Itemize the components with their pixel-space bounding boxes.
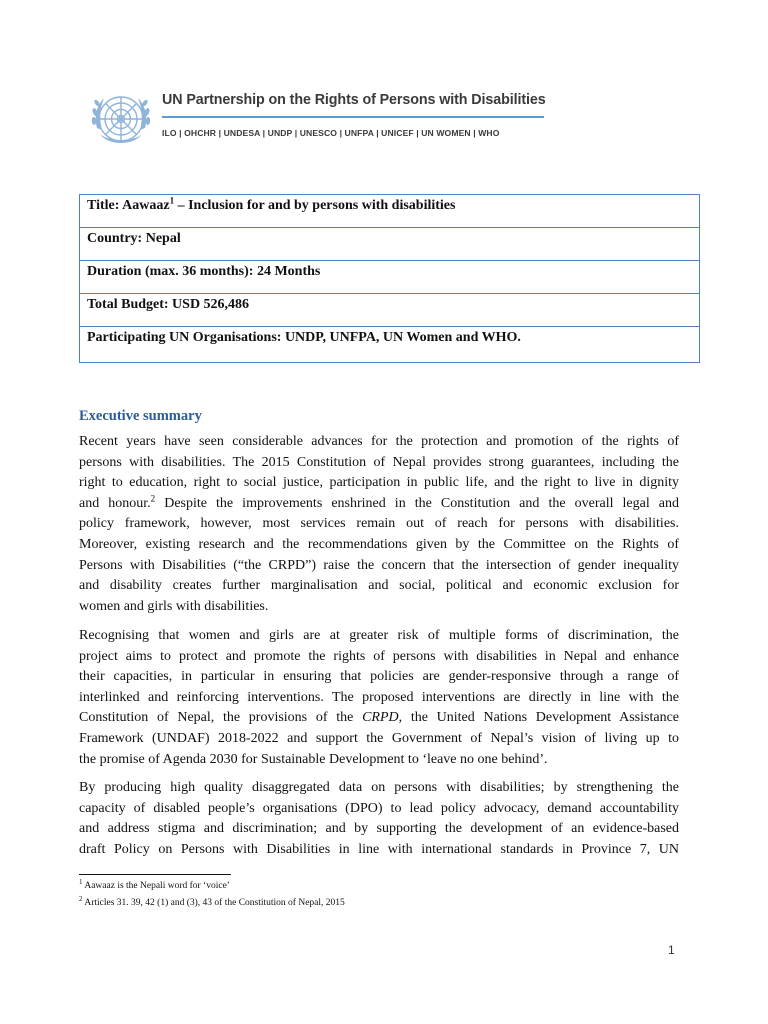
member-agencies: ILO | OHCHR | UNDESA | UNDP | UNESCO | UNFPA | UNICEF | UN WOMEN | WHO	[162, 128, 500, 138]
footnote-number: 1	[79, 877, 83, 886]
text-fragment: , the United Nations Development Assistance	[398, 710, 679, 726]
table-row	[80, 294, 700, 327]
duration-cell	[80, 261, 700, 294]
text-fragment: and honour.	[79, 495, 151, 511]
text-line: By producing high quality disaggregated data on persons with disabilities; by strengthening the	[79, 780, 679, 795]
footnote-1	[79, 877, 230, 891]
text-line	[79, 708, 679, 729]
text-line: Persons with Disabilities (“the CRPD”) raise the concern that the intersection of gender inequality	[79, 557, 679, 573]
text-line: persons with disabilities. The 2015 Constitution of Nepal provides strong guarantees, including the	[79, 454, 679, 470]
participants-cell	[80, 327, 700, 363]
footnote-2	[79, 894, 345, 908]
page-number: 1	[668, 943, 675, 957]
footnote-ref[interactable]: 1	[169, 195, 175, 206]
duration-text: Duration (max. 36 months): 24 Months	[87, 264, 321, 279]
text-line: Recent years have seen considerable advances for the protection and promotion of the rights of	[79, 434, 679, 449]
footnote-number: 2	[79, 894, 83, 903]
un-partnership-logo	[88, 88, 558, 154]
budget-cell	[80, 294, 700, 327]
text-fragment: Despite the improvements enshrined in the Constitution and the overall legal and	[155, 495, 679, 511]
section-heading: Executive summary	[79, 408, 202, 424]
table-row	[80, 228, 700, 261]
text-line: Moreover, existing research and the recommendations given by the Committee on the Rights of	[79, 536, 679, 552]
text-line: women and girls with disabilities.	[79, 598, 269, 614]
text-line: the promise of Agenda 2030 for Sustainable Development to ‘leave no one behind’.	[79, 751, 548, 767]
project-title-text: – Inclusion for and by persons with disabilities	[174, 198, 456, 213]
country-text: Country: Nepal	[87, 231, 181, 246]
text-line	[79, 494, 679, 515]
table-row	[80, 327, 700, 363]
paragraph-3	[79, 778, 679, 860]
text-line: and disability creates further marginalisation and social, political and economic exclusion for	[79, 578, 679, 594]
paragraph-2	[79, 626, 679, 770]
text-line: interlinked and reinforcing interventions. The proposed interventions are directly in line with the	[79, 689, 679, 705]
project-title-label: Title: Aawaaz	[87, 198, 170, 213]
paragraph-1	[79, 432, 679, 617]
project-info-table	[79, 194, 700, 363]
footnote-text: Articles 31. 39, 42 (1) and (3), 43 of the Constitution of Nepal, 2015	[82, 898, 345, 908]
table-row	[80, 195, 700, 228]
country-cell	[80, 228, 700, 261]
table-row	[80, 261, 700, 294]
text-line: and address stigma and discrimination; and by supporting the development of an evidence-based	[79, 821, 679, 837]
logo-divider	[162, 116, 544, 118]
project-title-cell	[80, 195, 700, 228]
footnote-text: Aawaaz is the Nepali word for ‘voice’	[82, 881, 230, 891]
org-title: UN Partnership on the Rights of Persons with Disabilities	[162, 92, 546, 108]
text-line: their capacities, in particular in ensuring that policies are gender-responsive through a range of	[79, 669, 679, 685]
participants-text: Participating UN Organisations: UNDP, UNFPA, UN Women and WHO.	[87, 330, 521, 345]
text-line: draft Policy on Persons with Disabilities in line with international standards in Province 7, UN	[79, 841, 679, 857]
crpd-emphasis: CRPD	[362, 710, 399, 726]
text-line: right to education, right to social justice, participation in public life, and the right to live in dignity	[79, 475, 679, 491]
text-line: Recognising that women and girls are at greater risk of multiple forms of discrimination, the	[79, 628, 679, 643]
text-line: Framework (UNDAF) 2018-2022 and support the Government of Nepal’s vision of living up to	[79, 730, 679, 746]
text-line: project aims to protect and promote the rights of persons with disabilities in Nepal and enhance	[79, 648, 679, 664]
budget-text: Total Budget: USD 526,486	[87, 297, 250, 312]
text-line: policy framework, however, most services remain out of reach for persons with disabilities.	[79, 516, 679, 532]
text-fragment: Constitution of Nepal, the provisions of the	[79, 710, 363, 726]
text-line: capacity of disabled people’s organisations (DPO) to lead policy advocacy, demand accountability	[79, 800, 679, 816]
footnote-divider	[79, 874, 231, 875]
footnote-ref[interactable]: 2	[150, 493, 156, 504]
un-emblem-icon	[88, 88, 154, 154]
